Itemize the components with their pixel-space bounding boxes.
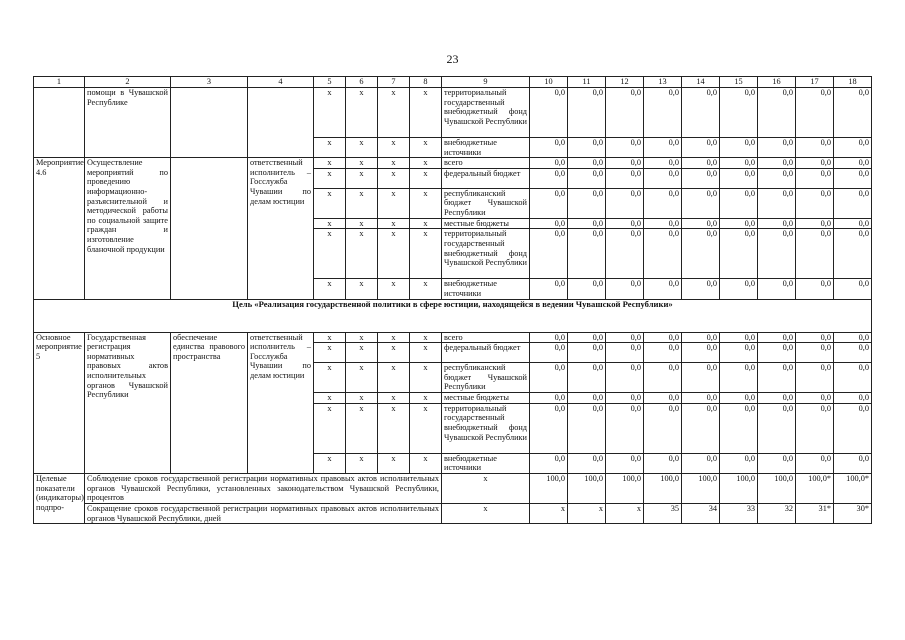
- x-mark: x: [378, 453, 410, 473]
- amount-value: 0,0: [568, 188, 606, 218]
- x-mark: x: [378, 168, 410, 188]
- x-mark: x: [346, 188, 378, 218]
- indicator-value: 100,0: [530, 473, 568, 503]
- amount-value: 0,0: [758, 393, 796, 404]
- x-mark: x: [346, 343, 378, 363]
- x-mark: x: [378, 188, 410, 218]
- amount-value: 0,0: [682, 363, 720, 393]
- event-name: Осуществление мероприятий по проведению информационно-разъяснительной и методической работы по социальной защите граждан и изготовление бланочной продукции: [85, 158, 171, 299]
- amount-value: 0,0: [606, 138, 644, 158]
- event-goal: обеспечение единства правового пространства: [171, 332, 248, 473]
- amount-value: 0,0: [530, 453, 568, 473]
- x-mark: x: [314, 218, 346, 229]
- amount-value: 0,0: [834, 403, 872, 453]
- x-mark: x: [378, 343, 410, 363]
- goal-row: [34, 299, 872, 332]
- amount-value: 0,0: [644, 363, 682, 393]
- amount-value: 0,0: [834, 279, 872, 299]
- amount-value: 0,0: [758, 403, 796, 453]
- header-row: [34, 77, 872, 88]
- amount-value: 0,0: [530, 332, 568, 343]
- indicator-value: 100,0: [758, 473, 796, 503]
- amount-value: 0,0: [606, 393, 644, 404]
- responsible-executor: ответственный исполнитель – Госслужба Чувашии по делам юстиции: [248, 158, 314, 299]
- x-mark: x: [410, 218, 442, 229]
- amount-value: 0,0: [796, 332, 834, 343]
- amount-value: 0,0: [568, 453, 606, 473]
- x-mark: x: [442, 503, 530, 523]
- amount-value: 0,0: [758, 88, 796, 138]
- column-header: 11: [568, 77, 606, 88]
- column-header: 13: [644, 77, 682, 88]
- amount-value: 0,0: [796, 279, 834, 299]
- amount-value: 0,0: [568, 403, 606, 453]
- indicator-value: 31*: [796, 503, 834, 523]
- funding-source: внебюджетные источники: [442, 138, 530, 158]
- amount-value: 0,0: [834, 229, 872, 279]
- x-mark: x: [378, 363, 410, 393]
- amount-value: 0,0: [834, 343, 872, 363]
- indicator-name: Соблюдение сроков государственной регистрации нормативных правовых актов исполнительных органов Чувашской Республики, установленных законодательством Чувашской Республики, процентов: [85, 473, 442, 503]
- amount-value: 0,0: [834, 218, 872, 229]
- amount-value: 0,0: [644, 403, 682, 453]
- amount-value: 0,0: [796, 138, 834, 158]
- x-mark: x: [346, 453, 378, 473]
- x-mark: x: [346, 218, 378, 229]
- amount-value: 0,0: [758, 363, 796, 393]
- funding-source: федеральный бюджет: [442, 168, 530, 188]
- event-name: Государственная регистрация нормативных правовых актов исполнительных органов Чувашской Республики: [85, 332, 171, 473]
- x-mark: x: [314, 279, 346, 299]
- amount-value: 0,0: [530, 343, 568, 363]
- funding-source: внебюджетные источники: [442, 453, 530, 473]
- amount-value: 0,0: [644, 453, 682, 473]
- amount-value: 0,0: [720, 168, 758, 188]
- x-mark: x: [314, 343, 346, 363]
- amount-value: 0,0: [796, 393, 834, 404]
- x-mark: x: [410, 332, 442, 343]
- amount-value: 0,0: [568, 168, 606, 188]
- amount-value: 0,0: [834, 158, 872, 169]
- amount-value: 0,0: [606, 158, 644, 169]
- event-number: Основное мероприятие 5: [34, 332, 85, 473]
- amount-value: 0,0: [530, 229, 568, 279]
- x-mark: x: [346, 279, 378, 299]
- x-mark: x: [314, 403, 346, 453]
- amount-value: 0,0: [606, 168, 644, 188]
- column-header: 12: [606, 77, 644, 88]
- x-mark: x: [378, 229, 410, 279]
- x-mark: x: [410, 453, 442, 473]
- indicator-value: 100,0*: [834, 473, 872, 503]
- empty-cell: [248, 88, 314, 158]
- amount-value: 0,0: [758, 343, 796, 363]
- indicator-row: [34, 503, 872, 523]
- column-header: 8: [410, 77, 442, 88]
- x-mark: x: [346, 229, 378, 279]
- amount-value: 0,0: [682, 168, 720, 188]
- empty-cell: [171, 88, 248, 158]
- indicator-value: 32: [758, 503, 796, 523]
- amount-value: 0,0: [568, 332, 606, 343]
- amount-value: 0,0: [796, 218, 834, 229]
- x-mark: x: [346, 363, 378, 393]
- amount-value: 0,0: [644, 188, 682, 218]
- indicator-value: 35: [644, 503, 682, 523]
- amount-value: 0,0: [682, 218, 720, 229]
- amount-value: 0,0: [682, 332, 720, 343]
- indicator-value: 100,0: [568, 473, 606, 503]
- amount-value: 0,0: [568, 158, 606, 169]
- amount-value: 0,0: [606, 279, 644, 299]
- amount-value: 0,0: [796, 453, 834, 473]
- amount-value: 0,0: [644, 229, 682, 279]
- indicator-value: 33: [720, 503, 758, 523]
- funding-source: территориальный государственный внебюджетный фонд Чувашской Республики: [442, 229, 530, 279]
- amount-value: 0,0: [530, 363, 568, 393]
- column-header: 1: [34, 77, 85, 88]
- amount-value: 0,0: [606, 363, 644, 393]
- amount-value: 0,0: [720, 218, 758, 229]
- amount-value: 0,0: [606, 453, 644, 473]
- amount-value: 0,0: [834, 188, 872, 218]
- amount-value: 0,0: [568, 229, 606, 279]
- column-header: 7: [378, 77, 410, 88]
- indicator-name: Сокращение сроков государственной регистрации нормативных правовых актов исполнительных органов Чувашской Республики, дней: [85, 503, 442, 523]
- amount-value: 0,0: [568, 88, 606, 138]
- indicator-value: 100,0: [644, 473, 682, 503]
- amount-value: 0,0: [834, 332, 872, 343]
- x-mark: x: [378, 138, 410, 158]
- column-header: 10: [530, 77, 568, 88]
- amount-value: 0,0: [568, 138, 606, 158]
- amount-value: 0,0: [682, 188, 720, 218]
- amount-value: 0,0: [796, 158, 834, 169]
- amount-value: 0,0: [720, 393, 758, 404]
- x-mark: x: [314, 363, 346, 393]
- amount-value: 0,0: [758, 453, 796, 473]
- column-header: 2: [85, 77, 171, 88]
- responsible-executor: ответственный исполнитель – Госслужба Чувашии по делам юстиции: [248, 332, 314, 473]
- x-mark: x: [314, 229, 346, 279]
- x-mark: x: [410, 229, 442, 279]
- indicator-value: 100,0: [606, 473, 644, 503]
- amount-value: 0,0: [834, 453, 872, 473]
- funding-source: внебюджетные источники: [442, 279, 530, 299]
- x-mark: x: [378, 393, 410, 404]
- amount-value: 0,0: [834, 88, 872, 138]
- x-mark: x: [410, 138, 442, 158]
- amount-value: 0,0: [834, 363, 872, 393]
- amount-value: 0,0: [644, 279, 682, 299]
- indicator-value: 100,0: [720, 473, 758, 503]
- amount-value: 0,0: [720, 453, 758, 473]
- amount-value: 0,0: [682, 403, 720, 453]
- funding-source: местные бюджеты: [442, 393, 530, 404]
- x-mark: x: [378, 88, 410, 138]
- amount-value: 0,0: [720, 279, 758, 299]
- amount-value: 0,0: [644, 138, 682, 158]
- x-mark: x: [378, 279, 410, 299]
- amount-value: 0,0: [682, 279, 720, 299]
- amount-value: 0,0: [530, 158, 568, 169]
- x-mark: x: [314, 393, 346, 404]
- x-mark: x: [378, 403, 410, 453]
- indicators-label: Целевые показатели (индикаторы) подпро-: [34, 473, 85, 523]
- x-mark: x: [346, 158, 378, 169]
- indicator-value: 100,0*: [796, 473, 834, 503]
- amount-value: 0,0: [644, 158, 682, 169]
- funding-source: республиканский бюджет Чувашской Республики: [442, 188, 530, 218]
- amount-value: 0,0: [834, 168, 872, 188]
- amount-value: 0,0: [606, 88, 644, 138]
- amount-value: 0,0: [796, 188, 834, 218]
- indicator-value: x: [568, 503, 606, 523]
- x-mark: x: [346, 393, 378, 404]
- event-number: Мероприятие 4.6: [34, 158, 85, 299]
- x-mark: x: [410, 363, 442, 393]
- amount-value: 0,0: [720, 229, 758, 279]
- amount-value: 0,0: [834, 138, 872, 158]
- x-mark: x: [378, 158, 410, 169]
- x-mark: x: [314, 168, 346, 188]
- table-row: [34, 158, 872, 169]
- x-mark: x: [410, 393, 442, 404]
- column-header: 5: [314, 77, 346, 88]
- x-mark: x: [314, 158, 346, 169]
- x-mark: x: [314, 453, 346, 473]
- amount-value: 0,0: [568, 363, 606, 393]
- amount-value: 0,0: [644, 393, 682, 404]
- x-mark: x: [378, 332, 410, 343]
- x-mark: x: [410, 403, 442, 453]
- budget-table: [33, 76, 872, 524]
- empty-cell: [171, 158, 248, 299]
- amount-value: 0,0: [644, 88, 682, 138]
- x-mark: x: [346, 168, 378, 188]
- amount-value: 0,0: [530, 168, 568, 188]
- column-header: 16: [758, 77, 796, 88]
- amount-value: 0,0: [644, 343, 682, 363]
- amount-value: 0,0: [796, 403, 834, 453]
- column-header: 6: [346, 77, 378, 88]
- amount-value: 0,0: [606, 229, 644, 279]
- indicator-value: 34: [682, 503, 720, 523]
- funding-source: федеральный бюджет: [442, 343, 530, 363]
- amount-value: 0,0: [606, 332, 644, 343]
- x-mark: x: [410, 279, 442, 299]
- amount-value: 0,0: [758, 168, 796, 188]
- amount-value: 0,0: [682, 138, 720, 158]
- amount-value: 0,0: [720, 158, 758, 169]
- amount-value: 0,0: [796, 168, 834, 188]
- column-header: 15: [720, 77, 758, 88]
- column-header: 18: [834, 77, 872, 88]
- funding-source: местные бюджеты: [442, 218, 530, 229]
- amount-value: 0,0: [644, 332, 682, 343]
- page-number: 23: [446, 52, 459, 66]
- amount-value: 0,0: [606, 343, 644, 363]
- indicator-value: 100,0: [682, 473, 720, 503]
- goal-heading: Цель «Реализация государственной политики в сфере юстиции, находящейся в ведении Чувашской Республики»: [34, 299, 872, 332]
- amount-value: 0,0: [720, 88, 758, 138]
- x-mark: x: [314, 138, 346, 158]
- empty-cell: [34, 88, 85, 158]
- x-mark: x: [410, 168, 442, 188]
- column-header: 3: [171, 77, 248, 88]
- x-mark: x: [314, 188, 346, 218]
- amount-value: 0,0: [682, 393, 720, 404]
- amount-value: 0,0: [720, 403, 758, 453]
- amount-value: 0,0: [568, 279, 606, 299]
- event-name: помощи в Чувашской Республике: [85, 88, 171, 158]
- amount-value: 0,0: [758, 138, 796, 158]
- amount-value: 0,0: [758, 279, 796, 299]
- x-mark: x: [314, 88, 346, 138]
- x-mark: x: [378, 218, 410, 229]
- x-mark: x: [410, 188, 442, 218]
- amount-value: 0,0: [796, 363, 834, 393]
- x-mark: x: [314, 332, 346, 343]
- amount-value: 0,0: [530, 279, 568, 299]
- amount-value: 0,0: [720, 138, 758, 158]
- table-row: [34, 88, 872, 138]
- column-header: 4: [248, 77, 314, 88]
- x-mark: x: [442, 473, 530, 503]
- amount-value: 0,0: [758, 158, 796, 169]
- funding-source: республиканский бюджет Чувашской Республики: [442, 363, 530, 393]
- indicator-value: 30*: [834, 503, 872, 523]
- amount-value: 0,0: [682, 229, 720, 279]
- amount-value: 0,0: [682, 453, 720, 473]
- amount-value: 0,0: [682, 343, 720, 363]
- x-mark: x: [410, 88, 442, 138]
- amount-value: 0,0: [796, 88, 834, 138]
- funding-source: территориальный государственный внебюджетный фонд Чувашской Республики: [442, 88, 530, 138]
- column-header: 17: [796, 77, 834, 88]
- amount-value: 0,0: [530, 218, 568, 229]
- x-mark: x: [346, 88, 378, 138]
- amount-value: 0,0: [568, 393, 606, 404]
- table-row: [34, 332, 872, 343]
- funding-source: территориальный государственный внебюджетный фонд Чувашской Республики: [442, 403, 530, 453]
- amount-value: 0,0: [530, 393, 568, 404]
- amount-value: 0,0: [758, 229, 796, 279]
- x-mark: x: [410, 158, 442, 169]
- amount-value: 0,0: [644, 218, 682, 229]
- funding-source: всего: [442, 158, 530, 169]
- amount-value: 0,0: [606, 188, 644, 218]
- amount-value: 0,0: [568, 343, 606, 363]
- amount-value: 0,0: [530, 403, 568, 453]
- x-mark: x: [346, 403, 378, 453]
- x-mark: x: [410, 343, 442, 363]
- amount-value: 0,0: [606, 218, 644, 229]
- amount-value: 0,0: [758, 188, 796, 218]
- amount-value: 0,0: [720, 332, 758, 343]
- amount-value: 0,0: [644, 168, 682, 188]
- amount-value: 0,0: [796, 229, 834, 279]
- amount-value: 0,0: [720, 188, 758, 218]
- amount-value: 0,0: [758, 332, 796, 343]
- amount-value: 0,0: [606, 403, 644, 453]
- amount-value: 0,0: [530, 138, 568, 158]
- x-mark: x: [346, 138, 378, 158]
- amount-value: 0,0: [530, 88, 568, 138]
- amount-value: 0,0: [720, 363, 758, 393]
- amount-value: 0,0: [796, 343, 834, 363]
- indicator-value: x: [606, 503, 644, 523]
- funding-source: всего: [442, 332, 530, 343]
- indicator-row: [34, 473, 872, 503]
- amount-value: 0,0: [720, 343, 758, 363]
- x-mark: x: [346, 332, 378, 343]
- amount-value: 0,0: [834, 393, 872, 404]
- amount-value: 0,0: [530, 188, 568, 218]
- amount-value: 0,0: [758, 218, 796, 229]
- amount-value: 0,0: [568, 218, 606, 229]
- amount-value: 0,0: [682, 88, 720, 138]
- indicator-value: x: [530, 503, 568, 523]
- amount-value: 0,0: [682, 158, 720, 169]
- column-header: 9: [442, 77, 530, 88]
- column-header: 14: [682, 77, 720, 88]
